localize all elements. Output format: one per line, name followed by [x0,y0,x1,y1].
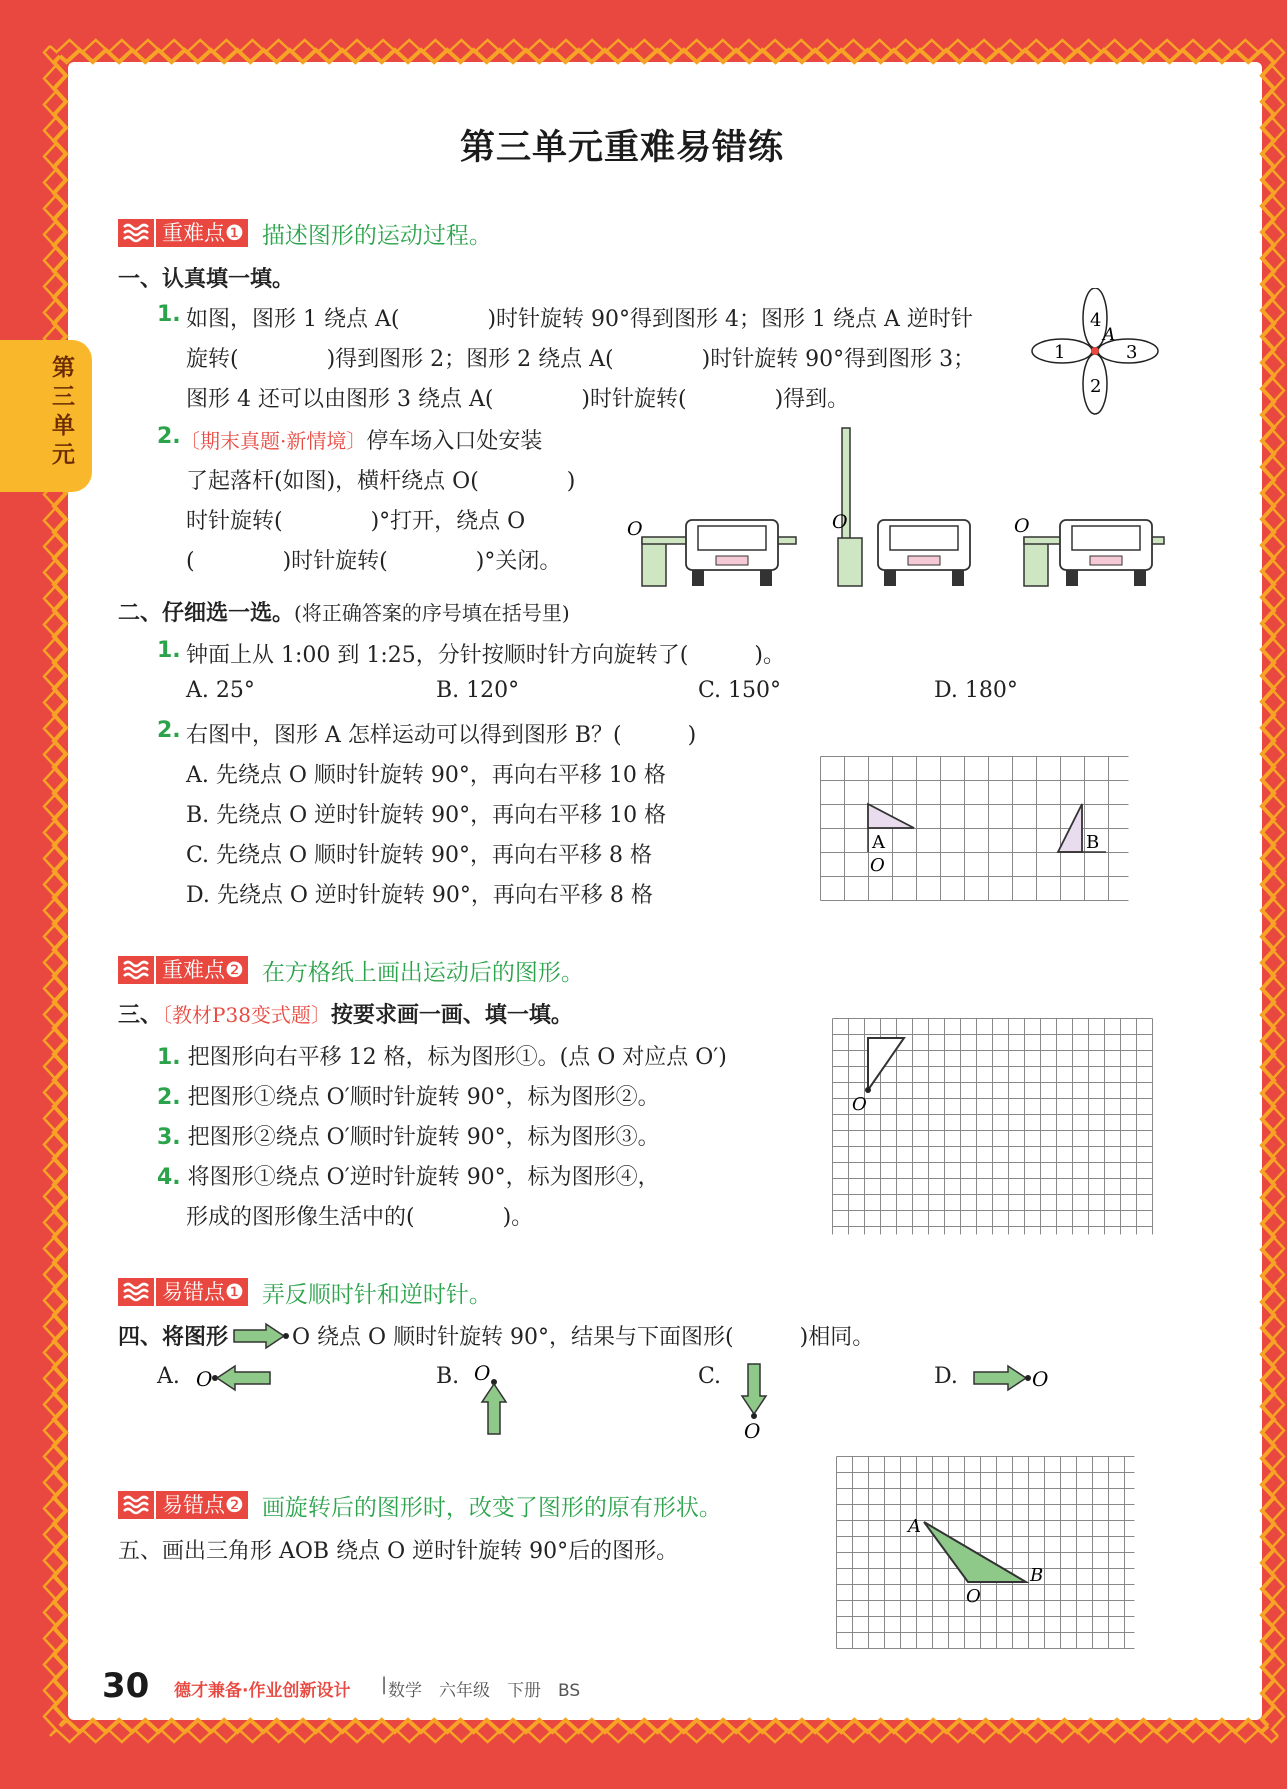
arrow-left-icon [196,1360,276,1396]
flower-label: 2 [1090,376,1102,397]
p3-item-1: 1. 把图形向右平移 12 格，标为图形①。(点 O 对应点 O′) [157,1045,727,1070]
part2-heading: 二、仔细选一选。(将正确答案的序号填在括号里) [118,601,570,626]
section-badge-1 [118,218,492,248]
grid-label: B [1086,832,1100,853]
svg-text:O: O [744,1419,761,1440]
p1-q2-line2: 了起落杆(如图)，横杆绕点 O( ) [186,469,576,494]
section-topic: 画旋转后的图形时，改变了图形的原有形状。 [261,1494,722,1521]
p2-q2-number: 2. [157,718,181,743]
p1-q1-line2: 旋转( )得到图形 2；图形 2 绕点 A( )时针旋转 90°得到图形 3； [186,347,976,372]
svg-text:O: O [627,518,643,540]
option-a: A. 25° [186,678,255,703]
question-tag: 〔期末真题·新情境〕 [180,429,367,453]
shape-a [868,804,914,828]
p2-q1-text: 钟面上从 1:00 到 1:25，分针按顺时针方向旋转了( )。 [186,643,785,668]
section-topic: 弄反顺时针和逆时针。 [261,1281,492,1308]
parking-gate-figures [620,420,1170,590]
gate-closed-2 [1014,515,1164,586]
flower-label: A [1103,325,1116,345]
p1-q2-line1: 〔期末真题·新情境〕停车场入口处安装 [180,429,543,454]
p1-q2-number: 2. [157,424,181,449]
option-d: D. 先绕点 O 逆时针旋转 90°，再向右平移 8 格 [186,883,653,908]
svg-text:O: O [1014,515,1030,537]
wave-icon [118,1278,154,1306]
option-b: B. 120° [436,678,520,703]
footer-brand: 德才兼备·作业创新设计 [174,1681,351,1701]
svg-text:O: O [474,1361,491,1385]
part3-heading: 三、〔教材P38变式题〕按要求画一画、填一填。 [118,1003,573,1028]
grid-label: O [852,1094,867,1115]
page-title: 第三单元重难易错练 [460,128,785,168]
point-a [1091,347,1099,355]
p3-item-4: 4. 将图形①绕点 O′逆时针旋转 90°，标为图形④， [157,1165,660,1190]
option-c: C. 150° [698,678,782,703]
section-badge-2 [118,955,584,985]
grid-label: B [1030,1565,1044,1586]
arrow-up-icon [470,1360,510,1440]
grid-label: O [870,855,885,876]
p1-q1-line1: 如图，图形 1 绕点 A( )时针旋转 90°得到图形 4；图形 1 绕点 A 逆时针 [186,307,973,332]
grid-figure-ab [820,756,1132,902]
option-d: D. 180° [934,678,1018,703]
gate-closed [627,518,796,586]
section-badge-4 [118,1490,722,1520]
section-badge-label: 易错点❷ [154,1491,248,1519]
arrow-right-icon [230,1321,290,1351]
question-tag: 〔教材P38变式题〕 [162,1003,331,1027]
svg-text:O: O [1032,1367,1049,1391]
p1-q1-number: 1. [157,302,181,327]
arrow-down-icon [730,1360,770,1440]
grid-label: A [908,1516,921,1537]
car [686,520,778,586]
side-tab [0,340,92,492]
page-number: 30 [102,1666,150,1706]
part4-heading: 四、将图形 O 绕点 O 顺时针旋转 90°，结果与下面图形( )相同。 [118,1320,874,1351]
svg-text:O: O [196,1367,213,1391]
side-tab-label: 第三单元 [52,355,75,468]
section-badge-label: 易错点❶ [154,1278,248,1306]
flower-rotation-figure [1030,288,1160,418]
p2-q1-number: 1. [157,638,181,663]
section-topic: 描述图形的运动过程。 [261,222,492,249]
gate-open [832,428,970,586]
p1-q2-line4: ( )时针旋转( )°关闭。 [186,549,562,574]
wave-icon [118,956,154,984]
footer-divider: | [381,1674,388,1695]
option-a: A. 先绕点 O 顺时针旋转 90°，再向右平移 10 格 [186,763,666,788]
section-badge-label: 重难点❷ [154,956,248,984]
option-b: B. 先绕点 O 逆时针旋转 90°，再向右平移 10 格 [186,803,667,828]
grid-label: A [872,832,885,853]
p4-option-c: C. [698,1364,722,1389]
svg-text:O: O [832,511,848,533]
grid-figure-translate [832,1018,1154,1236]
wave-icon [118,219,154,247]
p3-item-2: 2. 把图形①绕点 O′顺时针旋转 90°，标为图形②。 [157,1085,660,1110]
p4-option-b: B. [436,1364,460,1389]
option-c: C. 先绕点 O 顺时针旋转 90°，再向右平移 8 格 [186,843,653,868]
footer-info: 数学 六年级 下册 BS [388,1681,581,1701]
car [1060,520,1152,586]
p3-item-3: 3. 把图形②绕点 O′顺时针旋转 90°，标为图形③。 [157,1125,660,1150]
p3-item-4-line2: 形成的图形像生活中的( )。 [186,1205,534,1230]
p4-option-a: A. [157,1364,180,1389]
car [878,520,970,586]
grid-figure-triangle [836,1456,1136,1650]
arrow-right-icon [972,1360,1052,1396]
flower-label: 3 [1126,342,1138,363]
p1-q2-line3: 时针旋转( )°打开，绕点 O [186,509,526,534]
part5-heading: 五、画出三角形 AOB 绕点 O 逆时针旋转 90°后的图形。 [118,1539,679,1564]
grid-label: O [966,1586,981,1607]
section-badge-3 [118,1277,492,1307]
section-badge-label: 重难点❶ [154,219,248,247]
section-topic: 在方格纸上画出运动后的图形。 [261,959,584,986]
grid-lines [837,1457,1135,1649]
p1-q1-line3: 图形 4 还可以由图形 3 绕点 A( )时针旋转( )得到。 [186,387,850,412]
flower-label: 1 [1054,342,1066,363]
wave-icon [118,1491,154,1519]
flower-label: 4 [1090,310,1102,331]
part1-heading: 一、认真填一填。 [118,267,295,292]
p2-q2-text: 右图中，图形 A 怎样运动可以得到图形 B？( ) [186,723,697,748]
p4-option-d: D. [934,1364,958,1389]
